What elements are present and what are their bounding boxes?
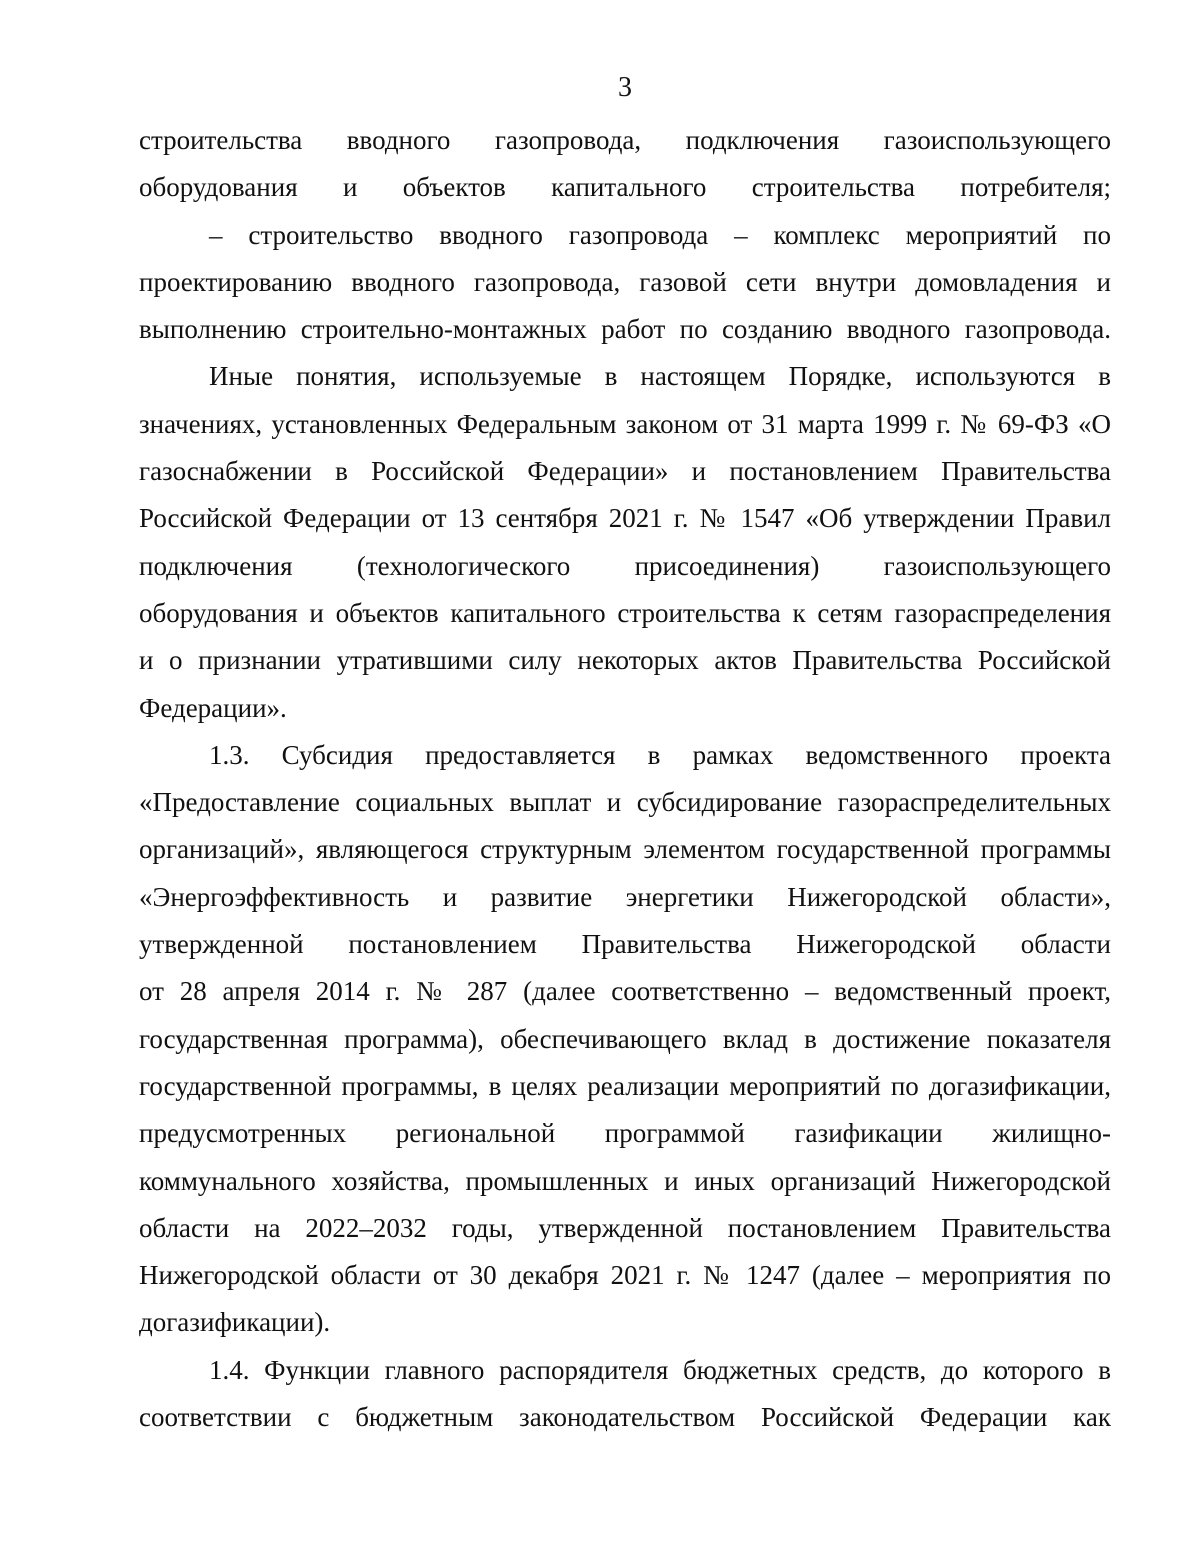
text-line: газоснабжении в Российской Федерации» и постановлением Правительства <box>139 456 1111 487</box>
text-line: государственная программа), обеспечивающего вклад в достижение показателя <box>139 1023 1111 1054</box>
text-line: 1.3. Субсидия предоставляется в рамках ведомственного проекта <box>209 739 1111 770</box>
text-line: строительства вводного газопровода, подключения газоиспользующего <box>139 125 1111 155</box>
text-line: предусмотренных региональной программой газификации жилищно- <box>139 1118 1111 1149</box>
text-line: «Энергоэффективность и развитие энергетики Нижегородской области», <box>139 881 1111 912</box>
text-line: Иные понятия, используемые в настоящем Порядке, используются в <box>209 361 1111 392</box>
text-line: от 28 апреля 2014 г. № 287 (далее соответственно – ведомственный проект, <box>139 976 1111 1007</box>
text-line: выполнению строительно-монтажных работ по созданию вводного газопровода. <box>139 314 1111 345</box>
text-line: утвержденной постановлением Правительства Нижегородской области <box>139 929 1111 960</box>
text-line: соответствии с бюджетным законодательством Российской Федерации как <box>139 1402 1111 1433</box>
text-line: подключения (технологического присоединения) газоиспользующего <box>139 550 1111 581</box>
text-line: оборудования и объектов капитального строительства потребителя; <box>139 172 1111 203</box>
text-line: Федерации». <box>139 692 287 723</box>
text-line: Российской Федерации от 13 сентября 2021 г. № 1547 «Об утверждении Правил <box>139 503 1111 534</box>
text-line: – строительство вводного газопровода – комплекс мероприятий по <box>209 219 1111 250</box>
text-line: проектированию вводного газопровода, газовой сети внутри домовладения и <box>139 266 1111 297</box>
page-number: 3 <box>618 72 632 103</box>
text-line: коммунального хозяйства, промышленных и иных организаций Нижегородской <box>139 1165 1111 1196</box>
text-line: оборудования и объектов капитального строительства к сетям газораспределения <box>139 597 1111 628</box>
text-line: области на 2022–2032 годы, утвержденной постановлением Правительства <box>139 1212 1111 1243</box>
text-line: государственной программы, в целях реализации мероприятий по догазификации, <box>139 1070 1111 1101</box>
text-line: организаций», являющегося структурным элементом государственной программы <box>139 834 1111 865</box>
text-line: значениях, установленных Федеральным законом от 31 марта 1999 г. № 69-ФЗ «О <box>139 408 1111 439</box>
text-line: и о признании утратившими силу некоторых актов Правительства Российской <box>139 645 1111 676</box>
text-line: Нижегородской области от 30 декабря 2021 г. № 1247 (далее – мероприятия по <box>139 1260 1111 1291</box>
text-line: догазификации). <box>139 1307 331 1338</box>
text-line: 1.4. Функции главного распорядителя бюджетных средств, до которого в <box>209 1354 1111 1385</box>
document-body <box>139 117 1111 1441</box>
text-line: «Предоставление социальных выплат и субсидирование газораспределительных <box>139 787 1111 818</box>
